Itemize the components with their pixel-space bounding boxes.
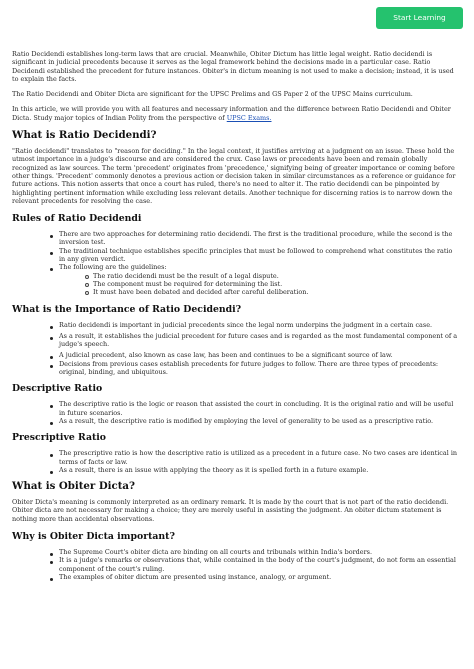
sub-list-item: The component must be required for determining the list. bbox=[93, 280, 460, 288]
start-learning-button[interactable]: Start Learning bbox=[376, 7, 463, 29]
list-item: The prescriptive ratio is how the descriptive ratio is utilized as a precedent in a future case. No two cases are identical in terms of facts or law. bbox=[59, 449, 460, 466]
heading-importance-of-ratio-decidendi: What is the Importance of Ratio Decidendi? bbox=[12, 303, 242, 315]
list-item: The traditional technique establishes specific principles that must be followed to comprehend what constitutes the ratio in any given verdict. bbox=[59, 247, 460, 264]
top-bar bbox=[0, 0, 474, 40]
intro-paragraph-2: The Ratio Decidendi and Obiter Dicta are significant for the UPSC Prelims and GS Paper 2 of the UPSC Mains curriculum. bbox=[12, 90, 413, 99]
article-content bbox=[12, 50, 460, 587]
heading-descriptive-ratio: Descriptive Ratio bbox=[12, 383, 103, 395]
sub-list-item: The ratio decidendi must be the result of a legal dispute. bbox=[93, 272, 460, 280]
list-item: A judicial precedent, also known as case law, has been and continues to be a significant source of law. bbox=[59, 351, 460, 359]
heading-what-is-obiter-dicta: What is Obiter Dicta? bbox=[12, 480, 136, 493]
intro-paragraph-3-text: In this article, we will provide you with all features and necessary information and the difference between Ratio Decidendi and Obiter Dicta. Study major topics of Indian Polity from the perspective of bbox=[12, 105, 451, 122]
obiter-importance-list bbox=[12, 548, 460, 581]
descriptive-ratio-list bbox=[12, 400, 460, 425]
rules-list bbox=[12, 230, 460, 296]
prescriptive-ratio-list bbox=[12, 449, 460, 474]
list-item: As a result, it establishes the judicial precedent for future cases and is regarded as the most fundamental component of a judge's speech. bbox=[59, 332, 460, 349]
heading-prescriptive-ratio: Prescriptive Ratio bbox=[12, 432, 106, 444]
intro-paragraph-1: Ratio Decidendi establishes long-term laws that are crucial. Meanwhile, Obiter Dictum has little legal weight. Ratio decidendi is significant in judicial precedents because it serves as the legal framework behind the decisions made in a particular case. Ratio Decidendi established the precedent for future instances. Obiter's in dictum meaning is not used to make a decision; instead, it is used to explain the facts. bbox=[12, 50, 454, 83]
list-item: It is a judge's remarks or observations that, while contained in the body of the court's judgment, do not form an essential component of the court's ruling. bbox=[59, 556, 460, 573]
obiter-dicta-paragraph: Obiter Dicta's meaning is commonly interpreted as an ordinary remark. It is made by the court that is not part of the ratio decidendi. Obiter dicta are not necessary for making a choice; they are merely useful in assisting the judgment. An obiter dictum statement is nothing more than accidental observations. bbox=[12, 498, 449, 523]
ratio-decidendi-paragraph: "Ratio decidendi" translates to "reason for deciding." In the legal context, it justifies arriving at a judgment on an issue. These hold the utmost importance in a judge's discourse and are considered the crux. Case laws or precedents have been and remain globally recognized as law sources. The term 'precedent' originates from 'precedence,' signifying being of greater importance or coming before other things. 'Precedent' commonly denotes a previous action or decision taken in similar circumstances as a reference or guidance for future actions. This notion asserts that once a court has ruled, there's no need to alter it. The ratio decidendi can be pinpointed by highlighting pertinent information while excluding less relevant details. Another technique for discerning ratios is to narrow down the relevant precedents for resolving the case. bbox=[12, 147, 456, 205]
importance-list bbox=[12, 321, 460, 377]
intro-paragraph-3 bbox=[12, 105, 460, 122]
list-item: The examples of obiter dictum are presented using instance, analogy, or argument. bbox=[59, 573, 460, 581]
list-item: Ratio decidendi is important in judicial precedents since the legal norm underpins the judgment in a certain case. bbox=[59, 321, 460, 329]
guidelines-label: The following are the guidelines: bbox=[59, 263, 167, 272]
heading-why-obiter-dicta-important: Why is Obiter Dicta important? bbox=[12, 530, 175, 542]
list-item: As a result, the descriptive ratio is modified by employing the level of generality to be used as a prescriptive ratio. bbox=[59, 417, 460, 425]
list-item: The descriptive ratio is the logic or reason that assisted the court in concluding. It is the original ratio and will be useful in future scenarios. bbox=[59, 400, 460, 417]
guidelines-sublist bbox=[59, 272, 460, 297]
sub-list-item: It must have been debated and decided after careful deliberation. bbox=[93, 288, 460, 296]
heading-what-is-ratio-decidendi: What is Ratio Decidendi? bbox=[12, 129, 157, 142]
heading-rules-of-ratio-decidendi: Rules of Ratio Decidendi bbox=[12, 213, 142, 225]
list-item: The Supreme Court's obiter dicta are binding on all courts and tribunals within India's borders. bbox=[59, 548, 460, 556]
upsc-exams-link[interactable]: UPSC Exams. bbox=[226, 113, 272, 122]
list-item bbox=[59, 263, 460, 296]
list-item: Decisions from previous cases establish precedents for future judges to follow. There are three types of precedents: original, binding, and ubiquitous. bbox=[59, 360, 460, 377]
list-item: There are two approaches for determining ratio decidendi. The first is the traditional procedure, while the second is the inversion test. bbox=[59, 230, 460, 247]
list-item: As a result, there is an issue with applying the theory as it is spelled forth in a future example. bbox=[59, 466, 460, 474]
